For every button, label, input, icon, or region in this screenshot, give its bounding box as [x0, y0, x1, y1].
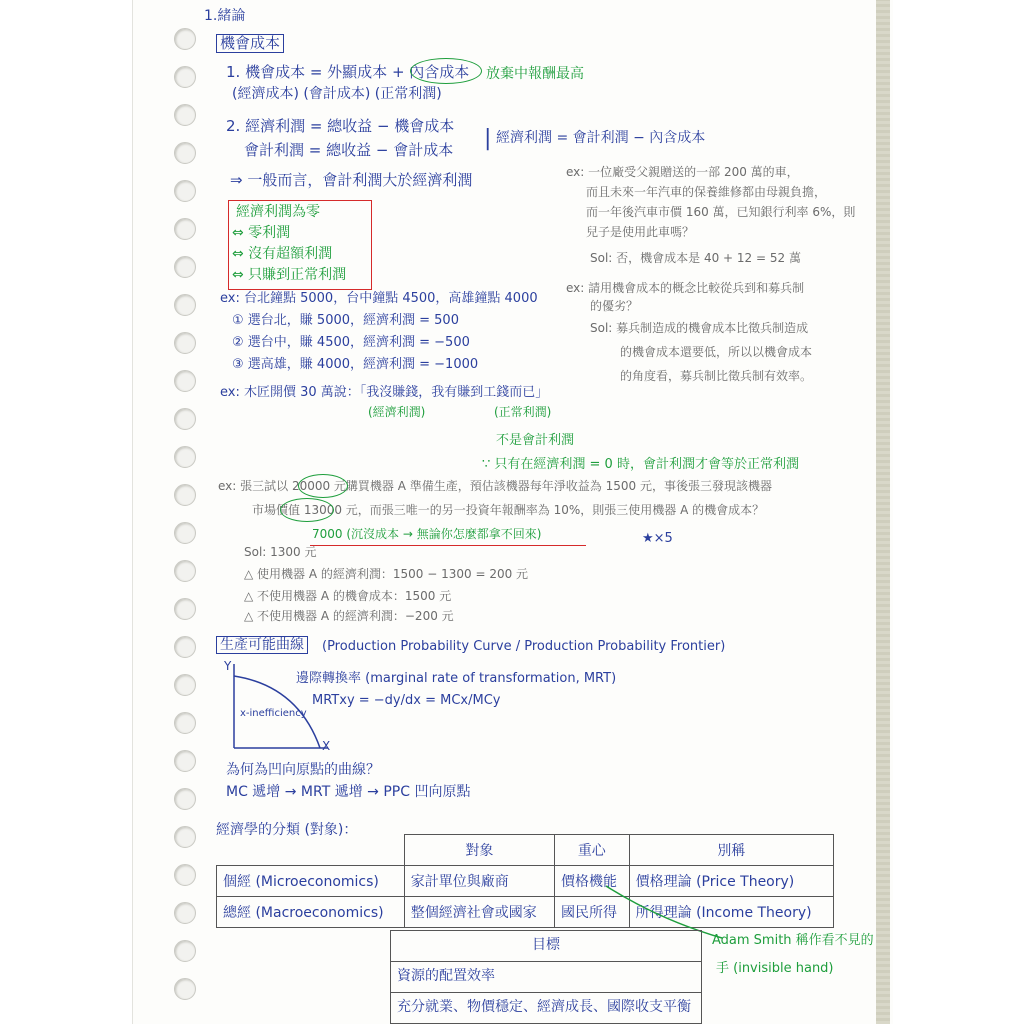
mrt-title: 邊際轉換率 (marginal rate of transformation, MRT) — [296, 671, 617, 686]
conclusion-line: ⇒ 一般而言，會計利潤大於經濟利潤 — [230, 171, 473, 189]
formula-line: 2. 經濟利潤 = 總收益 − 機會成本 — [226, 117, 455, 135]
goals-row: 資源的配置效率 — [391, 962, 701, 993]
binder-hole — [174, 256, 196, 278]
formula-line: 會計利潤 = 總收益 − 會計成本 — [244, 141, 454, 159]
ppc-question: 為何為凹向原點的曲線？ — [226, 762, 380, 778]
list-item: 經濟利潤為零 — [236, 204, 320, 220]
econ-classification-table — [216, 834, 834, 928]
annotation-note: ∵ 只有在經濟利潤 = 0 時，會計利潤才會等於正常利潤 — [482, 457, 799, 472]
list-item: ⇔ 沒有超額利潤 — [232, 246, 333, 262]
annotation-note: 放棄中報酬最高 — [486, 66, 584, 82]
binder-hole — [174, 218, 196, 240]
bracket: | — [484, 126, 492, 151]
binder-hole — [174, 598, 196, 620]
goals-table — [390, 930, 702, 1024]
binder-hole — [174, 674, 196, 696]
list-item: ⇔ 零利潤 — [232, 225, 291, 241]
goals-title: 目標 — [391, 931, 701, 962]
binder-hole — [174, 978, 196, 1000]
adam-smith-note: 手 (invisible hand) — [716, 961, 834, 976]
sunk-cost-note: 7000 (沉沒成本 → 無論你怎麼都拿不回來) — [312, 527, 542, 541]
example-line: 而且未來一年汽車的保養維修都由母親負擔， — [586, 185, 827, 199]
formula-note: 經濟利潤 = 會計利潤 − 內含成本 — [496, 130, 706, 146]
binder-hole — [174, 370, 196, 392]
table-cell: 總經 (Macroeconomics) — [217, 897, 405, 928]
binder-hole — [174, 560, 196, 582]
ppc-answer: MC 遞增 → MRT 遞增 → PPC 凹向原點 — [226, 784, 471, 800]
solution-line: 的機會成本還要低，所以以機會成本 — [620, 345, 813, 359]
table-cell: 整個經濟社會或國家 — [404, 897, 554, 928]
section-title-ppc: 生產可能曲線 — [216, 636, 308, 654]
table-row — [217, 866, 834, 897]
section-title-econ-classification: 經濟學的分類 (對象)： — [216, 822, 358, 838]
binder-hole — [174, 484, 196, 506]
star-rating: ★×5 — [642, 531, 673, 546]
binder-hole — [174, 408, 196, 430]
formula-line: 1. 機會成本 = 外顯成本 + 內含成本 — [226, 63, 470, 81]
binder-hole — [174, 788, 196, 810]
binder-hole — [174, 332, 196, 354]
example-line: ex: 請用機會成本的概念比較從兵到和募兵制 — [566, 281, 805, 295]
solution-line: △ 不使用機器 A 的經濟利潤：−200 元 — [244, 609, 454, 623]
example-line: ③ 選高雄，賺 4000，經濟利潤 = −1000 — [232, 357, 479, 372]
page-margin-strip — [876, 0, 890, 1024]
underline — [310, 545, 586, 546]
table-cell: 個經 (Microeconomics) — [217, 866, 405, 897]
example-line: ex: 木匠開價 30 萬說：「我沒賺錢，我有賺到工錢而已」 — [220, 385, 549, 400]
binder-hole — [174, 826, 196, 848]
y-axis-label: Y — [224, 659, 232, 673]
binder-hole — [174, 712, 196, 734]
binder-hole — [174, 28, 196, 50]
binder-hole — [174, 940, 196, 962]
example-line: ① 選台北，賺 5000，經濟利潤 = 500 — [232, 313, 459, 328]
example-line: 的優劣？ — [590, 299, 639, 313]
table-header-cell: 對象 — [404, 835, 554, 866]
binder-hole — [174, 446, 196, 468]
highlight-circle — [410, 58, 482, 84]
binder-hole — [174, 522, 196, 544]
binder-hole — [174, 66, 196, 88]
adam-smith-note: Adam Smith 稱作看不見的 — [712, 933, 874, 948]
binder-hole — [174, 750, 196, 772]
example-line: 兒子是使用此車嗎？ — [586, 225, 695, 239]
example-line: ex: 一位廠受父親贈送的一部 200 萬的車， — [566, 165, 799, 179]
inefficiency-label: x-inefficiency — [240, 708, 307, 719]
example-line: ② 選台中，賺 4500，經濟利潤 = −500 — [232, 335, 470, 350]
section-title-opportunity-cost: 機會成本 — [216, 34, 284, 53]
table-cell: 所得理論 (Income Theory) — [629, 897, 833, 928]
binder-hole — [174, 142, 196, 164]
table-header-row — [217, 835, 834, 866]
highlight-circle — [298, 474, 348, 498]
x-axis-label: X — [322, 739, 331, 753]
table-row — [217, 897, 834, 928]
table-cell: 價格理論 (Price Theory) — [629, 866, 833, 897]
chapter-heading: 1.緒論 — [204, 8, 246, 24]
table-cell: 國民所得 — [555, 897, 630, 928]
mrt-formula: MRTxy = −dy/dx = MCx/MCy — [312, 693, 501, 708]
solution-line: Sol: 1300 元 — [244, 545, 317, 559]
highlight-circle — [280, 498, 334, 522]
solution-line: Sol: 否，機會成本是 40 + 12 = 52 萬 — [590, 251, 801, 265]
table-cell: 價格機能 — [555, 866, 630, 897]
table-header-cell: 重心 — [555, 835, 630, 866]
solution-line: Sol: 募兵制造成的機會成本比徵兵制造成 — [590, 321, 809, 335]
example-line: 市場價值 13000 元，而張三唯一的另一投資年報酬率為 10%，則張三使用機器 A 的機會成本？ — [252, 503, 765, 517]
binder-hole — [174, 180, 196, 202]
example-line: ex: 張三試以 20000 元購買機器 A 準備生產，預估該機器每年淨收益為 1500 元，事後張三發現該機器 — [218, 479, 772, 493]
table-header-cell: 別稱 — [629, 835, 833, 866]
goals-row: 充分就業、物價穩定、經濟成長、國際收支平衡 — [397, 999, 691, 1015]
solution-line: △ 使用機器 A 的經濟利潤：1500 − 1300 = 200 元 — [244, 567, 529, 581]
table-cell — [217, 835, 405, 866]
binder-hole — [174, 104, 196, 126]
solution-line: △ 不使用機器 A 的機會成本：1500 元 — [244, 589, 452, 603]
section-subtitle: (Production Probability Curve / Production Probability Frontier) — [322, 639, 726, 654]
solution-line: 的角度看，募兵制比徵兵制有效率。 — [620, 369, 813, 383]
annotation-note: (正常利潤) — [494, 405, 552, 419]
binder-hole — [174, 294, 196, 316]
table-cell: 家計單位與廠商 — [404, 866, 554, 897]
list-item: ⇔ 只賺到正常利潤 — [232, 267, 347, 283]
formula-line: (經濟成本) (會計成本) (正常利潤) — [232, 86, 442, 102]
binder-hole — [174, 864, 196, 886]
annotation-note: 不是會計利潤 — [496, 433, 575, 448]
example-line: 而一年後汽車市價 160 萬，已知銀行利率 6%，則 — [586, 205, 856, 219]
binder-hole — [174, 902, 196, 924]
example-line: ex: 台北鐘點 5000，台中鐘點 4500，高雄鐘點 4000 — [220, 291, 538, 306]
binder-hole — [174, 636, 196, 658]
annotation-note: (經濟利潤) — [368, 405, 426, 419]
